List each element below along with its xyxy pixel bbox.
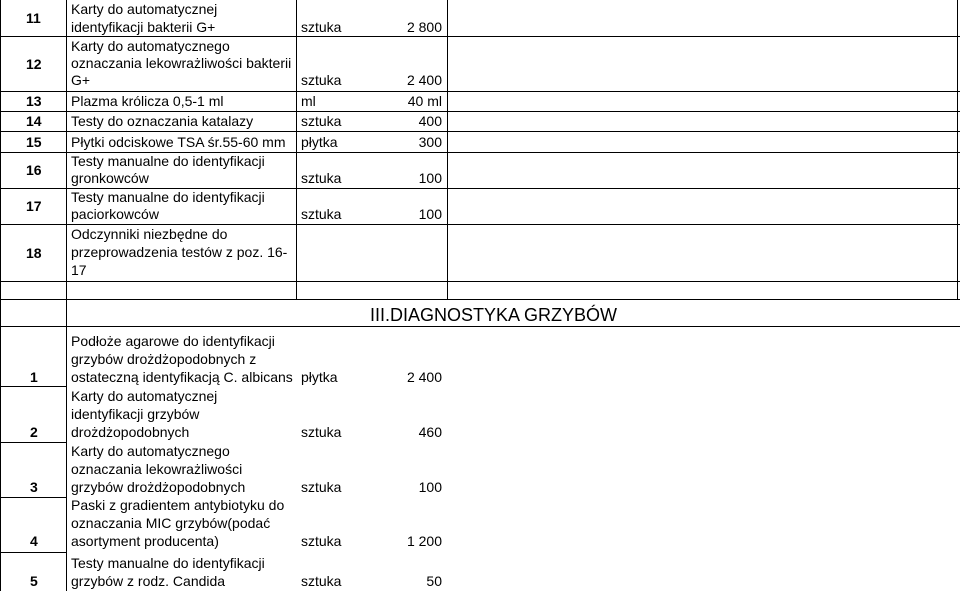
item-description: gronkowców: [71, 170, 149, 186]
item-unit: płytka: [301, 369, 338, 385]
item-quantity: 40 ml: [407, 93, 442, 109]
row-border: [0, 131, 960, 132]
item-unit: sztuka: [301, 206, 342, 222]
row-border: [0, 552, 66, 553]
item-quantity: 2 400: [406, 369, 442, 385]
col-border: [447, 0, 448, 299]
item-unit: sztuka: [301, 72, 342, 88]
row-number: 4: [30, 533, 38, 549]
section-title: III.DIAGNOSTYKA GRZYBÓW: [370, 305, 618, 325]
item-description: asortyment producenta): [71, 533, 219, 549]
item-description: Podłoże agarowe do identyfikacji: [71, 333, 275, 349]
item-description: G+: [71, 72, 91, 88]
col-border: [957, 0, 958, 299]
item-quantity: 100: [418, 479, 442, 495]
item-unit: sztuka: [301, 573, 342, 589]
row-number: 2: [30, 424, 38, 440]
item-description: ostateczną identyfikacją C. albicans: [71, 369, 293, 385]
row-number: 15: [26, 134, 42, 150]
col-border: [296, 0, 297, 299]
item-description: paciorkowców: [71, 206, 159, 222]
item-quantity: 460: [418, 424, 442, 440]
item-unit: sztuka: [301, 170, 342, 186]
item-description: Karty do automatycznej: [71, 1, 218, 17]
item-quantity: 300: [418, 134, 442, 150]
row-number: 3: [30, 479, 38, 495]
item-unit: płytka: [301, 134, 338, 150]
item-description: Plazma królicza 0,5-1 ml: [71, 93, 224, 109]
item-description: Karty do automatycznego: [71, 38, 230, 54]
item-unit: ml: [301, 93, 316, 109]
item-description: Testy do oznaczania katalazy: [71, 113, 254, 129]
row-border: [0, 326, 960, 327]
item-unit: sztuka: [301, 479, 342, 495]
row-border: [0, 442, 66, 443]
item-unit: sztuka: [301, 533, 342, 549]
item-quantity: 2 400: [406, 72, 442, 88]
item-description: drożdżopodobnych: [71, 424, 190, 440]
item-quantity: 1 200: [406, 533, 442, 549]
item-description: Płytki odciskowe TSA śr.55-60 mm: [71, 134, 286, 150]
item-quantity: 100: [418, 206, 442, 222]
row-number: 14: [26, 113, 42, 129]
row-number: 16: [26, 162, 42, 178]
item-quantity: 100: [418, 170, 442, 186]
item-description: przeprowadzenia testów z poz. 16-: [71, 244, 288, 260]
item-description: oznaczania lekowrażliwości bakterii: [71, 55, 292, 71]
item-description: Karty do automatycznej: [71, 388, 218, 404]
row-border: [0, 497, 66, 498]
item-description: grzybów drożdżopodobnych z: [71, 351, 257, 367]
row-number: 5: [30, 573, 38, 589]
col-border: [66, 0, 67, 591]
row-number: 12: [26, 56, 42, 72]
row-number: 18: [26, 245, 42, 261]
col-border: [0, 0, 1, 591]
item-description: Testy manualne do identyfikacji: [71, 555, 265, 571]
row-number: 11: [26, 10, 41, 26]
row-border: [0, 36, 960, 37]
row-border: [0, 386, 66, 387]
item-description: Paski z gradientem antybiotyku do: [71, 497, 285, 513]
row-border: [0, 299, 960, 300]
row-number: 17: [26, 198, 42, 214]
item-description: 17: [71, 262, 87, 278]
item-description: grzybów drożdżopodobnych: [71, 479, 246, 495]
item-quantity: 2 800: [406, 19, 442, 35]
row-border: [0, 111, 960, 112]
item-unit: sztuka: [301, 113, 342, 129]
row-border: [0, 224, 960, 225]
row-number: 1: [30, 369, 38, 385]
item-description: oznaczania lekowrażliwości: [71, 461, 243, 477]
item-description: Karty do automatycznego: [71, 443, 230, 459]
item-unit: sztuka: [301, 424, 342, 440]
item-description: Testy manualne do identyfikacji: [71, 189, 265, 205]
item-description: grzybów z rodz. Candida: [71, 573, 226, 589]
item-description: identyfikacji bakterii G+: [71, 19, 216, 35]
item-description: Testy manualne do identyfikacji: [71, 153, 265, 169]
row-border: [0, 91, 960, 92]
row-border: [0, 281, 960, 282]
item-description: Odczynniki niezbędne do: [71, 226, 228, 242]
row-number: 13: [26, 93, 42, 109]
item-description: oznaczania MIC grzybów(podać: [71, 515, 271, 531]
item-quantity: 400: [418, 113, 442, 129]
item-unit: sztuka: [301, 19, 342, 35]
item-description: identyfikacji grzybów: [71, 406, 200, 422]
item-quantity: 50: [426, 573, 442, 589]
